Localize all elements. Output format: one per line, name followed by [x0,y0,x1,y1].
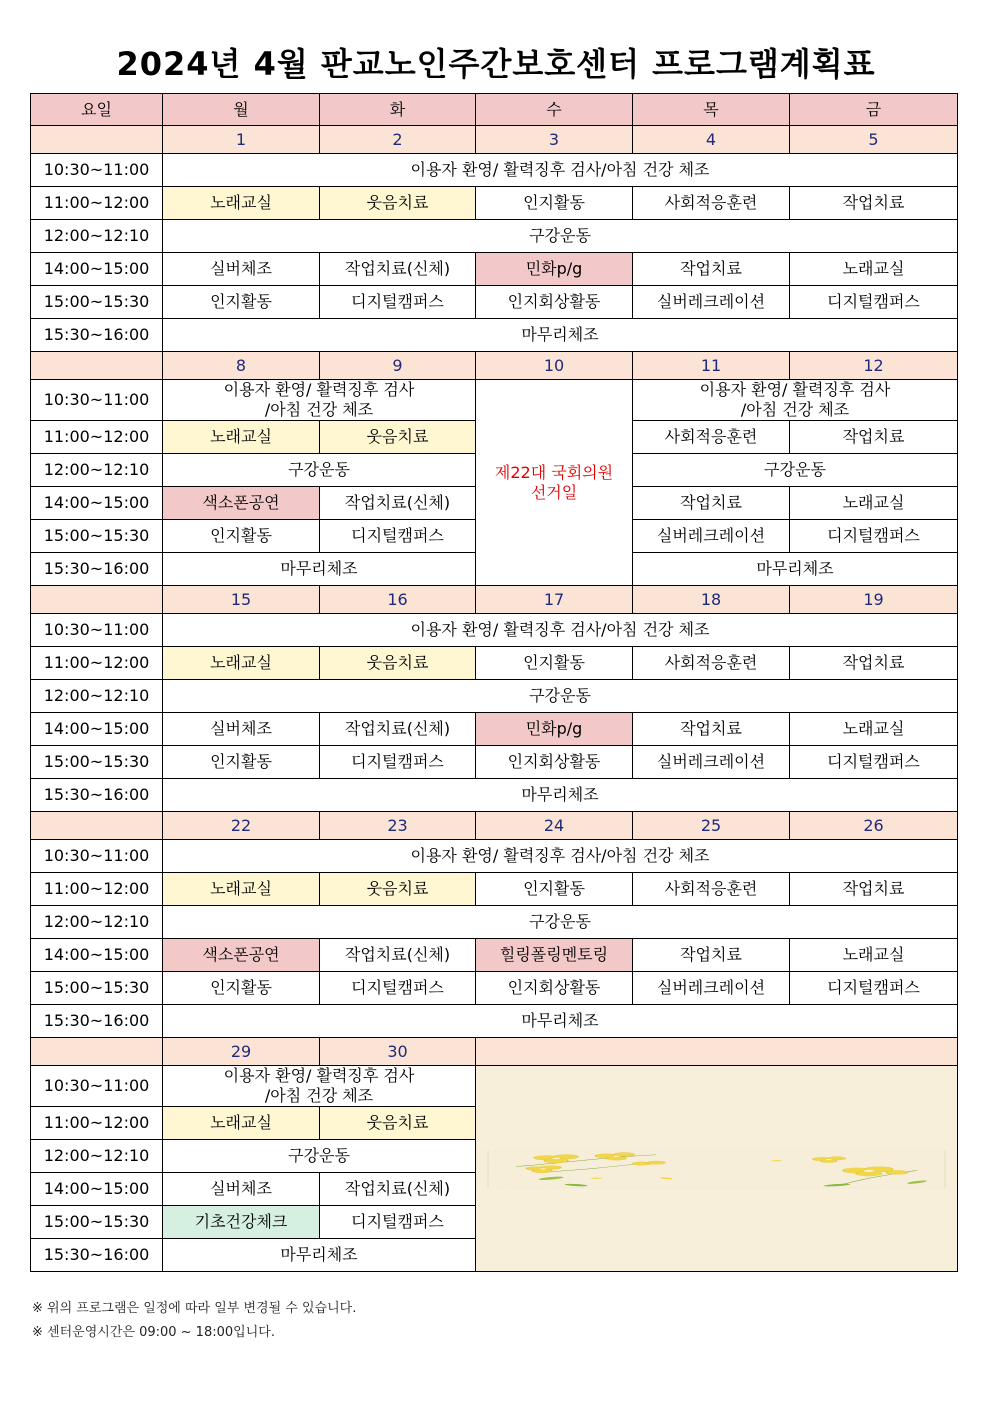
week4-row-6 [31,1005,958,1038]
time-cell: 11:00~12:00 [31,873,163,906]
time-cell: 12:00~12:10 [31,220,163,253]
program-cell: 디지털캠퍼스 [320,746,476,779]
time-cell: 12:00~12:10 [31,906,163,939]
date-cell: 23 [320,812,476,840]
date-cell: 12 [790,352,958,380]
week3-row-2 [31,647,958,680]
date-cell: 11 [633,352,790,380]
program-cell: 기초건강체크 [163,1206,320,1239]
schedule-table [30,93,958,1272]
time-cell: 11:00~12:00 [31,421,163,454]
week4-row-1 [31,840,958,873]
program-cell: 마무리체조 [163,1005,958,1038]
time-cell: 15:30~16:00 [31,1239,163,1272]
week2-date-row [31,352,958,380]
date-blank [31,352,163,380]
program-cell: 인지활동 [163,972,320,1005]
program-cell: 작업치료 [633,487,790,520]
program-cell: 실버체조 [163,253,320,286]
program-cell: 작업치료 [790,647,958,680]
program-cell: 웃음치료 [320,873,476,906]
time-cell: 11:00~12:00 [31,647,163,680]
program-cell [633,380,958,421]
time-cell: 11:00~12:00 [31,1107,163,1140]
time-cell: 14:00~15:00 [31,713,163,746]
program-cell: 마무리체조 [163,1239,476,1272]
date-cell: 8 [163,352,320,380]
program-cell: 작업치료 [790,187,958,220]
program-cell: 디지털캠퍼스 [790,746,958,779]
program-cell: 실버레크레이션 [633,746,790,779]
program-cell: 노래교실 [790,939,958,972]
time-cell: 12:00~12:10 [31,680,163,713]
week1-row-2 [31,187,958,220]
week1-row-5 [31,286,958,319]
program-cell [163,380,476,421]
program-cell: 실버체조 [163,713,320,746]
week4-date-row [31,812,958,840]
program-cell: 사회적응훈련 [633,187,790,220]
program-cell: 실버레크레이션 [633,286,790,319]
week3-row-6 [31,779,958,812]
date-cell: 16 [320,586,476,614]
date-cell: 1 [163,126,320,154]
program-cell: 마무리체조 [163,779,958,812]
date-cell: 15 [163,586,320,614]
footnotes [32,1297,356,1345]
week4-row-3 [31,906,958,939]
weekday-tue: 화 [320,94,476,126]
time-cell: 10:30~11:00 [31,154,163,187]
program-cell: 디지털캠퍼스 [320,286,476,319]
program-cell: 노래교실 [163,1107,320,1140]
date-cell: 5 [790,126,958,154]
program-cell: 노래교실 [163,647,320,680]
program-cell: 작업치료(신체) [320,1173,476,1206]
program-cell: 구강운동 [163,220,958,253]
date-cell: 29 [163,1038,320,1066]
program-cell: 노래교실 [163,187,320,220]
program-cell: 작업치료 [633,713,790,746]
program-cell: 색소폰공연 [163,939,320,972]
program-cell: 노래교실 [790,713,958,746]
footnote-hours: ※ 센터운영시간은 09:00 ~ 18:00입니다. [32,1325,275,1340]
weekday-header-label: 요일 [31,94,163,126]
date-cell: 26 [790,812,958,840]
program-cell: 사회적응훈련 [633,421,790,454]
time-cell: 12:00~12:10 [31,1140,163,1173]
week4-row-4 [31,939,958,972]
greeting-line1: 이용자 환영/ 활력징후 검사 [223,380,415,399]
program-cell: 민화p/g [476,253,633,286]
time-cell: 11:00~12:00 [31,187,163,220]
date-blank [31,812,163,840]
time-cell: 15:30~16:00 [31,1005,163,1038]
date-blank [31,1038,163,1066]
program-cell: 디지털캠퍼스 [790,286,958,319]
page-title: 2024년 4월 판교노인주간보호센터 프로그램계획표 [116,45,876,83]
program-cell: 이용자 환영/ 활력징후 검사/아침 건강 체조 [163,154,958,187]
program-cell: 인지활동 [476,187,633,220]
program-cell: 웃음치료 [320,187,476,220]
program-cell: 작업치료(신체) [320,253,476,286]
program-cell: 구강운동 [163,680,958,713]
time-cell: 12:00~12:10 [31,454,163,487]
greeting-line1: 이용자 환영/ 활력징후 검사 [223,1066,415,1085]
program-cell: 민화p/g [476,713,633,746]
time-cell: 15:00~15:30 [31,1206,163,1239]
program-cell: 인지회상활동 [476,972,633,1005]
program-cell: 실버체조 [163,1173,320,1206]
program-cell: 인지활동 [476,647,633,680]
program-cell: 웃음치료 [320,421,476,454]
time-cell: 10:30~11:00 [31,380,163,421]
program-cell: 구강운동 [163,454,476,487]
program-cell: 작업치료 [633,939,790,972]
week1-row-4 [31,253,958,286]
week4-row-2 [31,873,958,906]
week3-date-row [31,586,958,614]
time-cell: 15:30~16:00 [31,779,163,812]
date-cell: 10 [476,352,633,380]
flower-art-icon [476,1149,957,1189]
time-cell: 14:00~15:00 [31,1173,163,1206]
program-cell: 인지회상활동 [476,286,633,319]
week3-row-4 [31,713,958,746]
program-cell: 구강운동 [163,906,958,939]
weekday-fri: 금 [790,94,958,126]
program-cell: 작업치료(신체) [320,939,476,972]
time-cell: 10:30~11:00 [31,614,163,647]
program-cell: 사회적응훈련 [633,873,790,906]
week1-date-row [31,126,958,154]
week5-date-row [31,1038,958,1066]
program-cell: 이용자 환영/ 활력징후 검사/아침 건강 체조 [163,840,958,873]
time-cell: 14:00~15:00 [31,939,163,972]
holiday-line1: 제22대 국회의원 [494,462,614,482]
date-cell: 30 [320,1038,476,1066]
program-cell: 이용자 환영/ 활력징후 검사/아침 건강 체조 [163,614,958,647]
greeting-line2: /아침 건강 체조 [264,1086,374,1105]
greeting-line2: /아침 건강 체조 [740,400,850,419]
program-cell: 작업치료 [790,873,958,906]
program-cell: 마무리체조 [633,553,958,586]
flower-illustration [476,1066,958,1272]
week3-row-1 [31,614,958,647]
program-cell: 작업치료 [633,253,790,286]
program-cell: 노래교실 [790,487,958,520]
program-cell: 작업치료 [790,421,958,454]
program-cell: 힐링폴링멘토링 [476,939,633,972]
program-cell: 디지털캠퍼스 [320,1206,476,1239]
time-cell: 15:30~16:00 [31,553,163,586]
time-cell: 15:00~15:30 [31,972,163,1005]
date-cell: 25 [633,812,790,840]
program-cell: 인지활동 [163,286,320,319]
program-cell: 디지털캠퍼스 [790,972,958,1005]
program-cell: 마무리체조 [163,553,476,586]
date-blank [31,586,163,614]
footnote-change: ※ 위의 프로그램은 일정에 따라 일부 변경될 수 있습니다. [32,1301,357,1316]
date-cell: 18 [633,586,790,614]
week2-row-1 [31,380,958,421]
date-cell: 4 [633,126,790,154]
program-cell: 마무리체조 [163,319,958,352]
time-cell: 10:30~11:00 [31,840,163,873]
program-cell: 인지활동 [163,746,320,779]
time-cell: 14:00~15:00 [31,487,163,520]
program-cell: 작업치료(신체) [320,713,476,746]
program-cell: 실버레크레이션 [633,520,790,553]
program-cell: 사회적응훈련 [633,647,790,680]
time-cell: 15:30~16:00 [31,319,163,352]
week1-row-1 [31,154,958,187]
program-cell: 디지털캠퍼스 [790,520,958,553]
time-cell: 10:30~11:00 [31,1066,163,1107]
program-cell: 웃음치료 [320,1107,476,1140]
time-cell: 15:00~15:30 [31,286,163,319]
election-holiday-cell [476,380,633,586]
program-cell: 웃음치료 [320,647,476,680]
weekday-wed: 수 [476,94,633,126]
program-cell [163,1066,476,1107]
program-cell: 인지활동 [476,873,633,906]
weekday-mon: 월 [163,94,320,126]
date-blank [476,1038,958,1066]
week3-row-3 [31,680,958,713]
weekday-header-row [31,94,958,126]
date-cell: 3 [476,126,633,154]
program-cell: 구강운동 [163,1140,476,1173]
program-cell: 디지털캠퍼스 [320,520,476,553]
week5-row-1 [31,1066,958,1107]
program-cell: 구강운동 [633,454,958,487]
time-cell: 15:00~15:30 [31,520,163,553]
program-cell: 노래교실 [163,873,320,906]
week1-row-6 [31,319,958,352]
week1-row-3 [31,220,958,253]
program-cell: 노래교실 [163,421,320,454]
date-cell: 2 [320,126,476,154]
program-cell: 디지털캠퍼스 [320,972,476,1005]
holiday-line2: 선거일 [530,482,578,502]
program-cell: 인지회상활동 [476,746,633,779]
date-cell: 22 [163,812,320,840]
program-cell: 실버레크레이션 [633,972,790,1005]
date-cell: 17 [476,586,633,614]
greeting-line1: 이용자 환영/ 활력징후 검사 [699,380,891,399]
greeting-line2: /아침 건강 체조 [264,400,374,419]
program-cell: 색소폰공연 [163,487,320,520]
program-cell: 인지활동 [163,520,320,553]
date-cell: 9 [320,352,476,380]
week3-row-5 [31,746,958,779]
date-blank [31,126,163,154]
date-cell: 19 [790,586,958,614]
time-cell: 14:00~15:00 [31,253,163,286]
date-cell: 24 [476,812,633,840]
program-cell: 작업치료(신체) [320,487,476,520]
week4-row-5 [31,972,958,1005]
time-cell: 15:00~15:30 [31,746,163,779]
program-cell: 노래교실 [790,253,958,286]
weekday-thu: 목 [633,94,790,126]
